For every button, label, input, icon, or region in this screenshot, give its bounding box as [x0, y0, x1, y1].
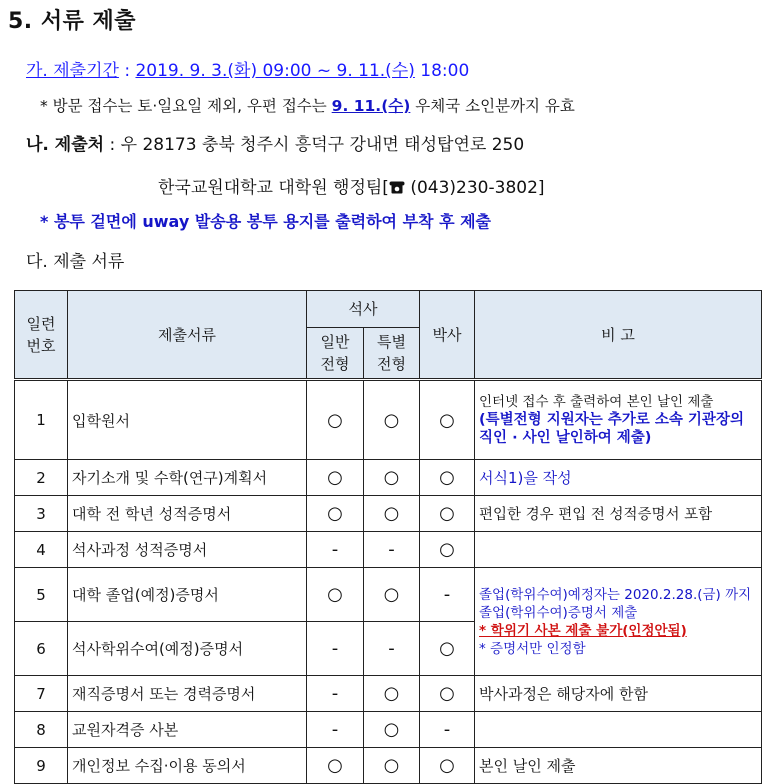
- row-doctor: ○: [420, 748, 475, 784]
- row-no: 4: [15, 532, 68, 568]
- period-line: [26, 56, 469, 81]
- row-no: 9: [15, 748, 68, 784]
- remark-line: * 학위기 사본 제출 불가(인정안됨): [479, 622, 687, 639]
- row-doctor: ○: [420, 676, 475, 712]
- period-value: 2019. 9. 3.(화) 09:00 ~ 9. 11.(수): [135, 61, 415, 81]
- table-row: [15, 380, 762, 460]
- row-no: 8: [15, 712, 68, 748]
- place-label: 나. 제출처: [26, 135, 105, 155]
- remark-line: 인터넷 접수 후 출력하여 본인 날인 제출: [479, 394, 714, 410]
- row-remarks: 박사과정은 해당자에 한함: [475, 676, 762, 712]
- row-special: -: [364, 532, 420, 568]
- header-serial-no: 일련 번호: [15, 291, 68, 380]
- table-row: [15, 496, 762, 532]
- place-office: 한국교원대학교 대학원 행정팀[: [158, 178, 389, 198]
- documents-table: [14, 290, 762, 784]
- row-general: ○: [307, 380, 364, 460]
- row-no: 7: [15, 676, 68, 712]
- row-special: ○: [364, 460, 420, 496]
- period-note-date: 9. 11.(수): [331, 97, 411, 115]
- row-doc: 석사학위수여(예정)증명서: [68, 622, 307, 676]
- place-phone: (043)230-3802]: [404, 178, 545, 198]
- row-no: 5: [15, 568, 68, 622]
- row-general: ○: [307, 496, 364, 532]
- row-remarks: 서식1)을 작성: [475, 460, 762, 496]
- row-doc: 입학원서: [68, 380, 307, 460]
- table-row: [15, 676, 762, 712]
- row-doctor: ○: [420, 532, 475, 568]
- row-doc: 교원자격증 사본: [68, 712, 307, 748]
- row-no: 6: [15, 622, 68, 676]
- row-special: ○: [364, 748, 420, 784]
- header-general: 일반 전형: [307, 328, 364, 380]
- row-doctor: -: [420, 712, 475, 748]
- row-general: -: [307, 532, 364, 568]
- table-row: [15, 532, 762, 568]
- row-special: ○: [364, 676, 420, 712]
- row-remarks: [475, 568, 762, 676]
- table-row: [15, 568, 762, 622]
- row-general: ○: [307, 460, 364, 496]
- row-general: -: [307, 676, 364, 712]
- header-special: 특별 전형: [364, 328, 420, 380]
- period-label: 가. 제출기간: [26, 61, 119, 81]
- row-doc: 대학 전 학년 성적증명서: [68, 496, 307, 532]
- row-no: 3: [15, 496, 68, 532]
- period-end-time: 18:00: [414, 61, 470, 81]
- row-special: ○: [364, 496, 420, 532]
- row-special: -: [364, 622, 420, 676]
- table-row: [15, 748, 762, 784]
- row-no: 1: [15, 380, 68, 460]
- row-general: -: [307, 622, 364, 676]
- row-doctor: ○: [420, 460, 475, 496]
- phone-icon: [389, 179, 405, 192]
- row-general: ○: [307, 748, 364, 784]
- row-no: 2: [15, 460, 68, 496]
- row-special: ○: [364, 712, 420, 748]
- remark-line: * 증명서만 인정함: [479, 640, 586, 657]
- period-sep: :: [118, 61, 136, 81]
- row-special: ○: [364, 568, 420, 622]
- row-doc: 개인정보 수집·이용 동의서: [68, 748, 307, 784]
- row-doc: 석사과정 성적증명서: [68, 532, 307, 568]
- period-note: [40, 94, 575, 116]
- section-title: 5. 서류 제출: [8, 9, 136, 34]
- row-remarks: [475, 712, 762, 748]
- period-note-suffix: 우체국 소인분까지 유효: [410, 97, 575, 115]
- row-remarks: 편입한 경우 편입 전 성적증명서 포함: [475, 496, 762, 532]
- row-special: ○: [364, 380, 420, 460]
- row-general: ○: [307, 568, 364, 622]
- row-doctor: ○: [420, 622, 475, 676]
- table-row: [15, 460, 762, 496]
- docs-heading: 다. 제출 서류: [26, 252, 125, 272]
- row-doc: 자기소개 및 수학(연구)계획서: [68, 460, 307, 496]
- row-doctor: -: [420, 568, 475, 622]
- header-remarks: 비 고: [475, 291, 762, 380]
- row-doc: 재직증명서 또는 경력증명서: [68, 676, 307, 712]
- row-remarks: 본인 날인 제출: [475, 748, 762, 784]
- remark-line: (특별전형 지원자는 추가로 소속 기관장의 직인 · 사인 날인하여 제출): [479, 412, 744, 446]
- place-line-2: [158, 173, 545, 198]
- header-masters: 석사: [307, 291, 420, 328]
- place-value: : 우 28173 충북 청주시 흥덕구 강내면 태성탑연로 250: [104, 135, 525, 155]
- header-doctor: 박사: [420, 291, 475, 380]
- row-remarks: [475, 380, 762, 460]
- row-doc: 대학 졸업(예정)증명서: [68, 568, 307, 622]
- row-general: -: [307, 712, 364, 748]
- place-line: [26, 130, 524, 155]
- period-note-prefix: * 방문 접수는 토·일요일 제외, 우편 접수는: [40, 97, 332, 115]
- table-row: [15, 712, 762, 748]
- header-document: 제출서류: [68, 291, 307, 380]
- row-doctor: ○: [420, 380, 475, 460]
- row-doctor: ○: [420, 496, 475, 532]
- row-remarks: [475, 532, 762, 568]
- remark-line: 졸업(학위수여)예정자는 2020.2.28.(금) 까지 졸업(학위수여)증명서 제출: [479, 586, 752, 621]
- envelope-note: * 봉투 겉면에 uway 발송용 봉투 용지를 출력하여 부착 후 제출: [40, 212, 492, 231]
